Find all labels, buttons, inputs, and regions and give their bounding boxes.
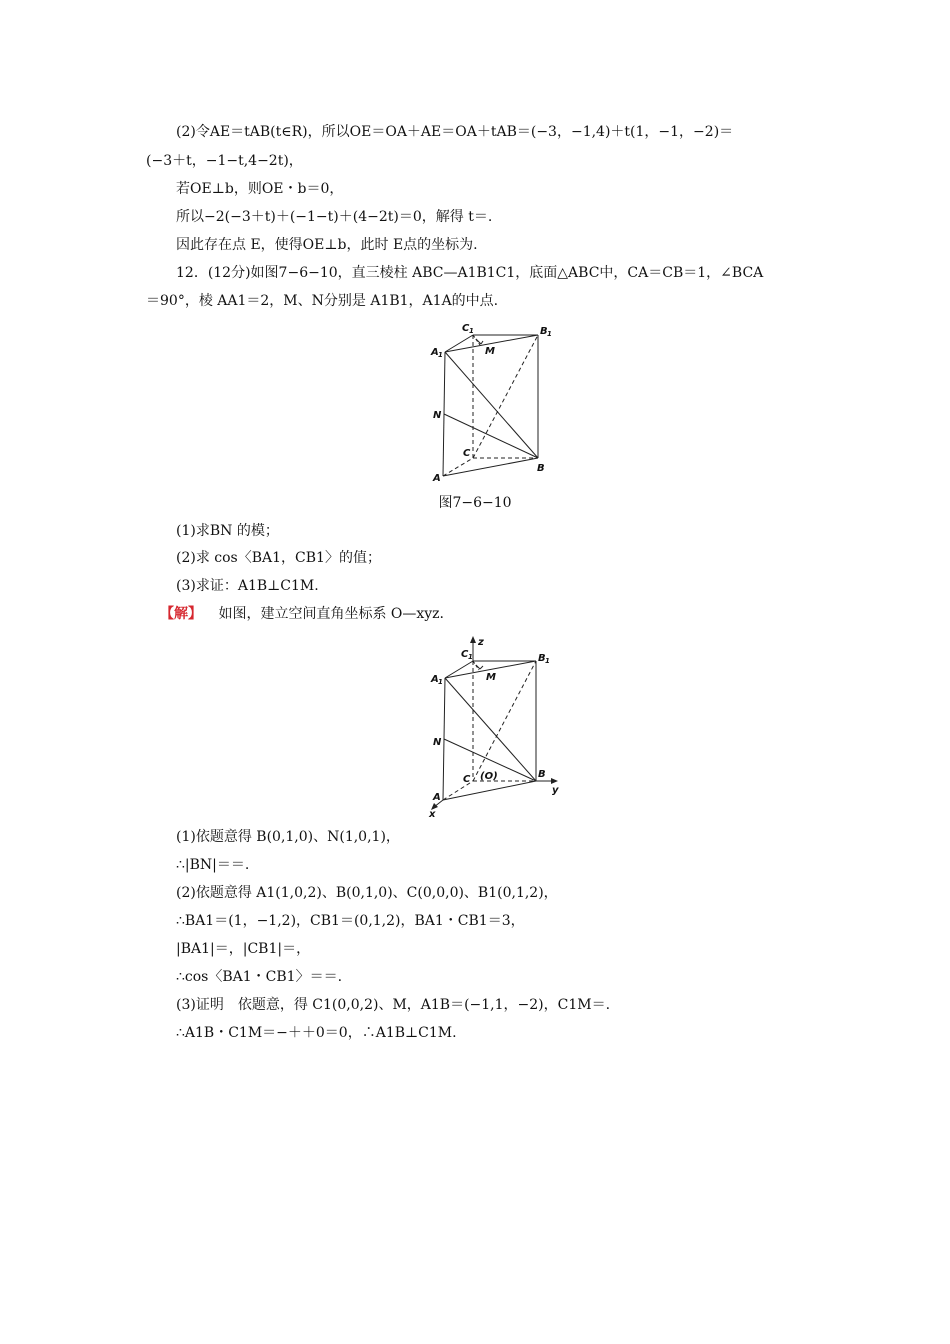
answer-line-4: ∴BA1＝(1，−1,2)，CB1＝(0,1,2)，BA1・CB1＝3， <box>176 913 525 929</box>
label2-B: B <box>538 769 546 780</box>
label-B1: B <box>540 326 548 337</box>
problem-12-line-1: 12．(12分)如图7−6−10，直三棱柱 ABC—A1B1C1，底面△ABC中，CA＝CB＝1，∠BCA <box>176 265 764 281</box>
label-z: z <box>478 637 484 648</box>
label2-N: N <box>433 737 442 748</box>
solution-tag: 【解】 <box>160 606 202 622</box>
solution-intro: 如图，建立空间直角坐标系 O—xyz. <box>218 606 445 622</box>
answer-line-1: (1)依题意得 B(0,1,0)、N(1,0,1)， <box>176 829 400 845</box>
answer-line-6: ∴cos〈BA1・CB1〉＝＝. <box>176 969 343 985</box>
answer-line-3: (2)依题意得 A1(1,0,2)、B(0,1,0)、C(0,0,0)、B1(0,1,2)， <box>176 885 558 901</box>
answer-line-2: ∴|BN|＝＝. <box>176 857 250 873</box>
z-axis-arrow-icon <box>470 636 476 643</box>
label2-C1-sub: 1 <box>468 653 473 661</box>
answer-line-7: (3)证明 依题意，得 C1(0,0,2)、M，A1B＝(−1,1，−2)，C1M＝. <box>176 997 611 1013</box>
label-x: x <box>429 809 436 819</box>
label2-B1-sub: 1 <box>545 657 550 665</box>
label-M: M <box>485 346 495 357</box>
label-C1-sub: 1 <box>469 327 474 335</box>
answer-line-5: |BA1|＝，|CB1|＝， <box>176 941 311 957</box>
figure-caption: 图7−6−10 <box>438 495 512 511</box>
prism-figure <box>425 318 560 488</box>
question-2: (2)求 cos〈BA1，CB1〉的值； <box>176 550 381 566</box>
answer-line-8: ∴A1B・C1M＝−＋＋0＝0，∴A1B⊥C1M. <box>176 1025 457 1041</box>
label-B1-sub: 1 <box>547 330 552 338</box>
label-A1: A <box>431 347 439 358</box>
text-line-5: 因此存在点 E，使得OE⊥b，此时 E点的坐标为. <box>176 237 478 253</box>
coordinate-prism-figure <box>422 634 572 819</box>
label2-C: C <box>463 774 471 785</box>
question-3: (3)求证：A1B⊥C1M. <box>176 578 319 594</box>
text-line-2: (−3＋t，−1−t,4−2t)， <box>146 153 303 169</box>
label-A: A <box>433 473 441 484</box>
label2-A: A <box>433 792 441 803</box>
text-line-1: (2)令AE＝tAB(t∈R)，所以OE＝OA＋AE＝OA＋tAB＝(−3，−1,4)＋t(1，−1，−2)＝ <box>176 124 734 140</box>
problem-12-line-2: ＝90°，棱 AA1＝2，M、N分别是 A1B1，A1A的中点. <box>146 293 499 309</box>
question-1: (1)求BN 的模； <box>176 523 279 539</box>
text-line-3: 若OE⊥b，则OE・b＝0， <box>176 181 344 197</box>
label-B: B <box>537 463 545 474</box>
label-C1: C <box>462 323 470 334</box>
label2-B1: B <box>538 653 546 664</box>
label2-C1: C <box>461 649 469 660</box>
label-N: N <box>433 410 442 421</box>
y-axis-arrow-icon <box>551 778 558 784</box>
label-A1-sub: 1 <box>438 351 443 359</box>
label-origin: (O) <box>480 771 498 782</box>
text-line-4: 所以−2(−3＋t)＋(−1−t)＋(4−2t)＝0，解得 t＝. <box>176 209 493 225</box>
label2-A1-sub: 1 <box>438 678 443 686</box>
solution-line <box>160 604 444 624</box>
label2-M: M <box>486 672 496 683</box>
label2-A1: A <box>431 674 439 685</box>
label-y: y <box>552 785 559 796</box>
label-C: C <box>463 448 471 459</box>
